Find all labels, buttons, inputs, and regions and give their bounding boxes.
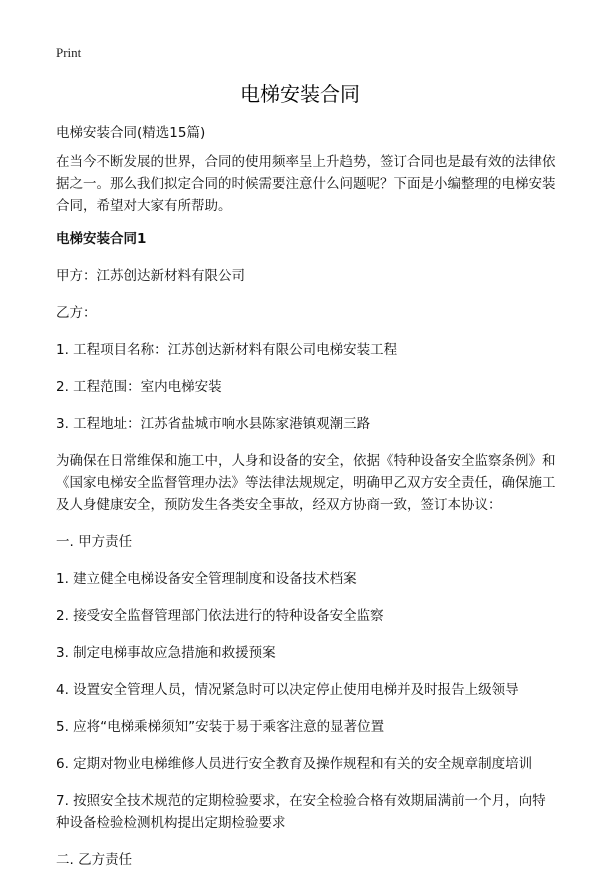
document-subtitle: 电梯安装合同(精选15篇) [56, 125, 206, 141]
section-title: 电梯安装合同1 [56, 231, 147, 247]
party-a-duty: 2. 接受安全监督管理部门依法进行的特种设备安全监察 [56, 608, 384, 624]
page-title: 电梯安装合同 [240, 82, 360, 106]
intro-paragraph: 在当今不断发展的世界，合同的使用频率呈上升趋势，签订合同也是最有效的法律依据之一。那么我们拟定合同的时候需要注意什么问题呢？下面是小编整理的电梯安装合同，希望对大家有所帮助。 [56, 154, 556, 214]
party-a-heading: 一. 甲方责任 [56, 534, 133, 550]
party-b-heading: 二. 乙方责任 [56, 852, 133, 868]
party-a-duty: 1. 建立健全电梯设备安全管理制度和设备技术档案 [56, 571, 357, 587]
party-a-duty: 5. 应将“电梯乘梯须知”安装于易于乘客注意的显著位置 [56, 719, 385, 735]
project-item: 2. 工程范围：室内电梯安装 [56, 379, 222, 395]
party-a-duty: 3. 制定电梯事故应急措施和救援预案 [56, 645, 276, 661]
project-item: 3. 工程地址：江苏省盐城市响水县陈家港镇观潮三路 [56, 416, 371, 432]
project-item: 1. 工程项目名称：江苏创达新材料有限公司电梯安装工程 [56, 342, 398, 358]
party-a-duty: 7. 按照安全技术规范的定期检验要求，在安全检验合格有效期届满前一个月，向特种设备检验检测机构提出定期检验要求 [56, 793, 546, 831]
print-link[interactable]: Print [56, 45, 82, 60]
party-a-line: 甲方：江苏创达新材料有限公司 [56, 268, 245, 284]
party-b-line: 乙方： [56, 305, 97, 321]
party-a-duty: 4. 设置安全管理人员，情况紧急时可以决定停止使用电梯并及时报告上级领导 [56, 682, 519, 698]
document-body [56, 122, 556, 886]
agreement-paragraph: 为确保在日常维保和施工中，人身和设备的安全，依据《特种设备安全监察条例》和《国家电梯安全监督管理办法》等法律法规规定，明确甲乙双方安全责任，确保施工及人身健康安全，预防发生各类安全事故，经双方协商一致，签订本协议： [56, 453, 556, 513]
party-a-duty: 6. 定期对物业电梯维修人员进行安全教育及操作规程和有关的安全规章制度培训 [56, 756, 533, 772]
